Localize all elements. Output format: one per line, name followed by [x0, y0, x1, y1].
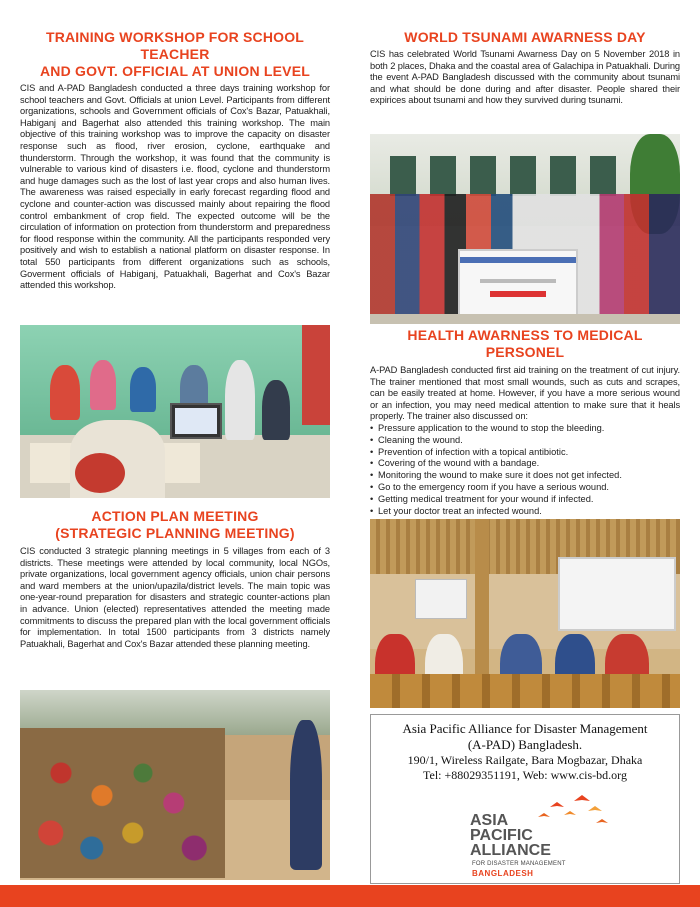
logo-subtitle: FOR DISASTER MANAGEMENT	[472, 861, 566, 867]
org-name-line2: (A-PAD) Bangladesh.	[467, 737, 583, 752]
workshop-photo	[20, 325, 330, 498]
list-item: • Prevention of infection with a topical antibiotic.	[370, 447, 680, 459]
action-plan-title	[20, 508, 330, 542]
org-name-line1: Asia Pacific Alliance for Disaster Management	[402, 721, 648, 736]
list-item: • Let your doctor treat an infected wound.	[370, 506, 680, 518]
training-title-line2: AND GOVT. OFFICIAL AT UNION LEVEL	[39, 63, 310, 79]
village-meeting-photo	[20, 690, 330, 880]
org-contact: Tel: +88029351191, Web: www.cis-bd.org	[423, 768, 627, 782]
logo-line-alliance: ALLIANCE	[470, 842, 551, 859]
logo-country: BANGLADESH	[472, 869, 534, 878]
left-column	[20, 0, 330, 292]
health-bullet-list	[370, 423, 680, 517]
tsunami-section	[370, 0, 680, 107]
health-title: HEALTH AWARNESS TO MEDICAL PERSONEL	[407, 327, 643, 360]
action-plan-title-line2: (STRATEGIC PLANNING MEETING)	[55, 525, 295, 541]
list-item: • Covering of the wound with a bandage.	[370, 458, 680, 470]
tsunami-title: WORLD TSUNAMI AWARNESS DAY	[404, 29, 646, 45]
medical-training-photo	[370, 519, 680, 708]
contact-box	[370, 714, 680, 884]
list-item: • Go to the emergency room if you have a serious wound.	[370, 482, 680, 494]
health-body: A-PAD Bangladesh conducted first aid training on the treatment of cut injury. The trainer mentioned that most small wounds, such as cuts and scrapes, can be easily treated at home. However, if you have a more serious wound or an infection, you may need medical attention to make sure that it heals properly. The trainer also discussed on:	[370, 365, 680, 422]
logo-line-pacific: PACIFIC	[470, 827, 533, 844]
tsunami-day-photo	[370, 134, 680, 324]
action-plan-title-line1: ACTION PLAN MEETING	[91, 508, 259, 524]
footer-bar	[0, 885, 700, 907]
apad-logo	[464, 793, 604, 883]
logo-wordmark	[464, 813, 610, 858]
health-section	[370, 327, 680, 517]
org-address: 190/1, Wireless Railgate, Bara Mogbazar, Dhaka	[407, 753, 643, 767]
event-banner	[458, 249, 578, 317]
list-item: • Cleaning the wound.	[370, 435, 680, 447]
list-item: • Pressure application to the wound to stop the bleeding.	[370, 423, 680, 435]
list-item: • Getting medical treatment for your wound if infected.	[370, 494, 680, 506]
action-plan-section	[20, 508, 330, 650]
tsunami-body: CIS has celebrated World Tsunami Awarness Day on 5 November 2018 in both 2 places, Dhaka and the coastal area of Galachipa in Patuakhali. During the event A-PAD Bangladesh discussed with the community about tsunami and what should be done during and after disaster. People shared their expirices about tsunami and how they survived during tsunami.	[370, 49, 680, 106]
training-body: CIS and A-PAD Bangladesh conducted a three days training workshop for school teachers and Govt. Officials at union Level. Participants from different organizations, schools and Government officials of Cox's Bazar, Patuakhali, Habiganj and Bagerhat also attended this training workshop. The main objective of this training workshop was to improve the capacity on disaster response such as flood, river erosion, cyclone, earthquake and thunderstorm. Through the workshop, it was found that the community is vulnerable to various kind of disasters i.e. flood, cyclone and thunderstorm and huge damages such as the lost of last year crops and also human lives. The awareness was raised especially in early forecast regarding flood and cyclone and counter-action was discussed mainly about repairing the flood control embankment of crop field. The expected outcome will be the circulation of information on protection from thunderstorm and preparedness for flood response within the community. All the participants responded very positively and wish to establish a national platform on disaster response. In total 550 participants from different organizations such as schools, Goverment officials of Habiganj, Patuakhali, Bagerhat and Cox's Bazar attended this workshop.	[20, 83, 330, 291]
training-title-line1: TRAINING WORKSHOP FOR SCHOOL TEACHER	[45, 29, 305, 62]
list-item: • Monitoring the wound to make sure it does not get infected.	[370, 470, 680, 482]
training-title	[20, 29, 330, 80]
action-plan-body: CIS conducted 3 strategic planning meetings in 5 villages from each of 3 districts. These meetings were attended by local community, local NGOs, private organizations, local government agency officials, union chair persons and ward members at the union/upazila/district levels. The main topic was one-year-round preparation for disasters and strategic counter-actions plan in advance. Union (elected) representatives attended the meeting made commitments to discuss the prepared plan with the local government officials for implementation. In total 1500 participants from 3 districts namely Patuakhali, Bagerhat and Cox's Bazar attended these planning meeting.	[20, 546, 330, 649]
logo-line-asia: ASIA	[470, 812, 509, 829]
